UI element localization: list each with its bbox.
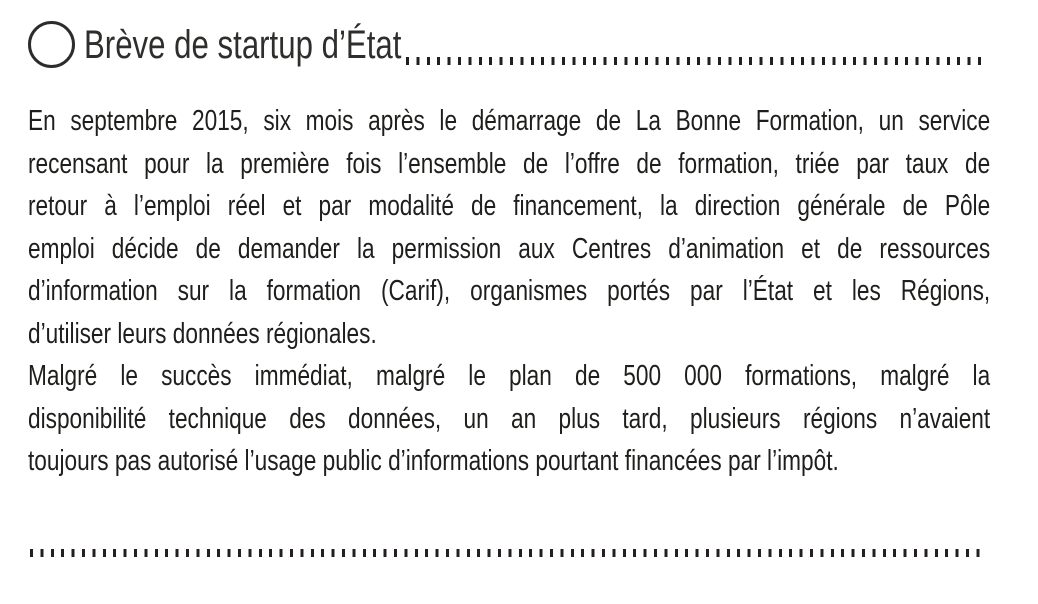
paragraph-line: Malgré le succès immédiat, malgré le plan de 500 000 formations, malgré la <box>28 360 991 392</box>
circle-bullet-icon <box>28 21 75 68</box>
dotted-leader-bottom <box>30 549 985 557</box>
paragraph-line: toujours pas autorisé l’usage public d’informations pourtant financées par l’impôt. <box>28 445 839 477</box>
dotted-leader-top <box>406 57 985 65</box>
body-text <box>28 100 990 483</box>
paragraph-line: recensant pour la première fois l’ensemble de l’offre de formation, triée par taux de <box>28 147 991 180</box>
section-header <box>28 19 990 71</box>
paragraph-line: d’utiliser leurs données régionales. <box>28 317 377 350</box>
paragraph-line: d’information sur la formation (Carif), organismes portés par l’État et les Régions, <box>28 275 991 307</box>
paragraph-line: disponibilité technique des données, un an plus tard, plusieurs régions n’avaient <box>28 402 991 435</box>
paragraph-line: emploi décide de demander la permission aux Centres d’animation et de ressources <box>28 232 991 265</box>
section-title: Brève de startup d’État <box>84 23 402 67</box>
paragraph-line: retour à l’emploi réel et par modalité de financement, la direction générale de Pôle <box>28 190 991 222</box>
paragraph-line: En septembre 2015, six mois après le démarrage de La Bonne Formation, un service <box>28 105 991 137</box>
